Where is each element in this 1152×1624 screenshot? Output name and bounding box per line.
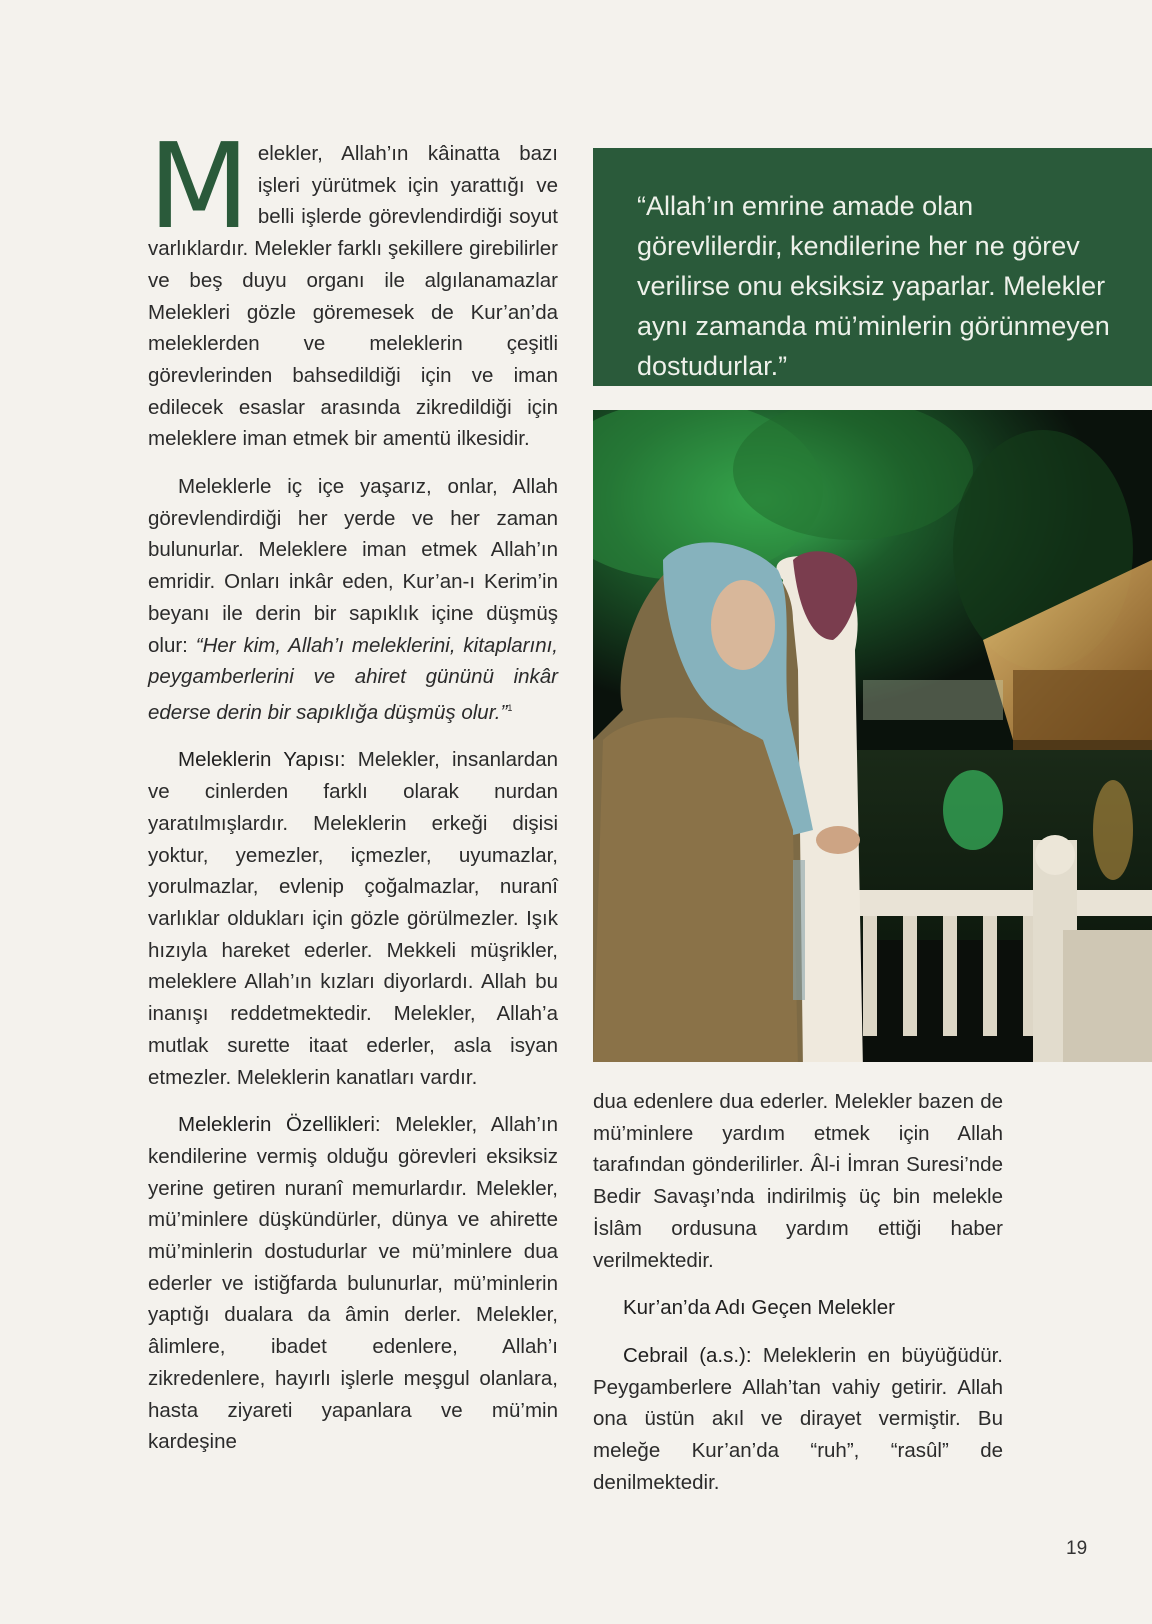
- paragraph-iman: Meleklerle iç içe yaşarız, onlar, Allah görevlendirdiği her yerde ve her zaman bulunurlar. Meleklere iman etmek Allah’ın emridir. Onları inkâr eden, Kur’an-ı Kerim’in beyanı ile derin bir sapıklık içine düşmüş olur: “Her kim, Allah’ı meleklerini, kitaplarını, peygamberlerini ve ahiret gününü inkâr ederse derin bir sapıklığa düşmüş olur.”$^1$: [148, 475, 558, 724]
- paragraph-yapisi: Meleklerin Yapısı: Melekler, insanlardan ve cinlerden farklı olarak nurdan yaratılmışlardır. Meleklerin erkeği dişisi yoktur, yemezler, içmezler, uyumazlar, yorulmazlar, evlenip çoğalmazlar, nuranî varlıklar oldukları için gözle görülmezler. Işık hızıyla hareket ederler. Mekkeli müşrikler, meleklere Allah’ın kızları diyorlardı. Allah bu inanışı reddetmektedir. Melekler, Allah’a mutlak surette itaat ederler, asla isyan etmezler. Meleklerin kanatları vardır.: [148, 748, 558, 1089]
- paragraph-cebrail: Cebrail (a.s.): Meleklerin en büyüğüdür. Peygamberlere Allah’tan vahiy getirir. Allah ona üstün akıl ve dirayet vermiştir. Bu meleğe Kur’an’da “ruh”, “rasûl” de denilmektedir.: [593, 1343, 1004, 1494]
- photo-women-praying-night: [593, 410, 1152, 1062]
- intro-paragraph: Melekler, Allah’ın kâinatta bazı işleri yürütmek için yarattığı ve belli işlerde görevlendirdiği soyut varlıklardır. Melekler farklı şekillere girebilirler ve beş duyu organı ile algılanamazlar Melekleri gözle göremesek de Kur’an’da meleklerden ve meleklerin çeşitli görevlerinden bahsedildiği için ve iman edilecek esaslar arasında zikredildiği için meleklere iman etmek bir amentü ilkesidir.: [148, 117, 558, 451]
- section-subhead: Kur’an’da Adı Geçen Melekler: [623, 1296, 895, 1320]
- paragraph-continued: dua edenlere dua ederler. Melekler bazen de mü’minlere yardım etmek için Allah tarafından gönderilirler. Âl-i İmran Suresi’nde Bedir Savaşı’nda indirilmiş üç bin melekle İslâm ordusuna yardım ettiği haber verilmektedir.: [593, 1090, 1003, 1272]
- pull-quote-box: [593, 148, 1152, 386]
- section-lead-yapisi: Meleklerin Yapısı:: [178, 748, 346, 772]
- pull-quote-text: “Allah’ın emrine amade olan görevlilerdir, kendilerine her ne görev verilirse onu eksiksiz yaparlar. Melekler aynı zamanda mü’minlerin görünmeyen dostudurlar.”: [637, 191, 1110, 381]
- section-lead-ozellikleri: Meleklerin Özellikleri:: [178, 1113, 381, 1137]
- right-column: [593, 1086, 1003, 1514]
- verse-quote: “Her kim, Allah’ı meleklerini, kitaplarını, peygamberlerini ve ahiret gününü inkâr ederse derin bir sapıklığa düşmüş olur.”: [148, 633, 558, 724]
- section-lead-cebrail: Cebrail (a.s.):: [623, 1343, 752, 1367]
- paragraph-ozellikleri: Meleklerin Özellikleri: Melekler, Allah’ın kendilerine vermiş olduğu görevleri eksiksiz yerine getiren nuranî memurlardır. Melekler, mü’minlere düşkündürler, dünya ve ahirette mü’minlerin dostudurlar ve mü’minlere dua ederler ve istiğfarda bulunurlar, mü’minlerin yaptığı dualara da âmin derler. Melekler, âlimlere, ibadet edenlere, Allah’ı zikredenlere, hayırlı işlerle meşgul olanlara, hasta ziyareti yapanlara ve mü’min kardeşine: [148, 1113, 558, 1454]
- left-column: [148, 117, 558, 1474]
- drop-cap: M: [148, 117, 250, 255]
- photo-illustration: [593, 410, 1152, 1062]
- footnote-marker: 1: [507, 702, 513, 713]
- page-number: 19: [1066, 1538, 1088, 1559]
